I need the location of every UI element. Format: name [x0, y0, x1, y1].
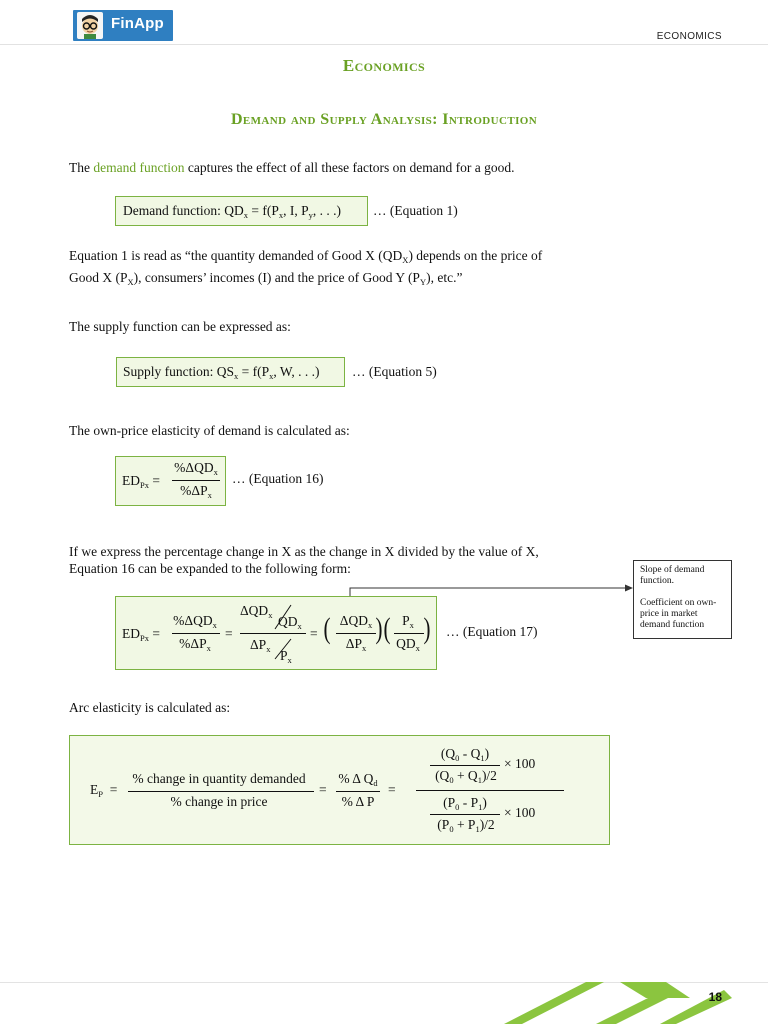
arc-sub: 0 [455, 753, 460, 763]
eq17-f3-num [334, 613, 378, 630]
arc-f2-den: % Δ P [341, 794, 375, 809]
arc-text: + P [453, 817, 476, 832]
arc-sub: 0 [449, 775, 454, 785]
arc-bot-times: × 100 [504, 805, 536, 820]
p2-text: Good X (P [69, 270, 128, 285]
eq16-denominator [172, 483, 220, 500]
p2-sub: X [402, 255, 409, 265]
eq1-sub: y [308, 210, 313, 220]
arc-sub: 1 [478, 802, 483, 812]
equation-17-label: … (Equation 17) [446, 624, 538, 639]
eq17-sub: x [361, 643, 367, 653]
eq17-f3-text: ΔP [345, 636, 362, 651]
arc-top-den [426, 768, 506, 785]
arc-text: (P [443, 795, 456, 810]
arc-sub: 1 [477, 775, 482, 785]
arc-text: )/2 [481, 768, 497, 783]
eq1-end: , . . .) [312, 203, 341, 218]
p2-text: ), etc.” [426, 270, 463, 285]
equation-1-label: … (Equation 1) [373, 203, 458, 218]
section-subtitle: Demand and Supply Analysis: Introduction [230, 111, 538, 128]
eq1-prefix: Demand function: QD [123, 203, 244, 218]
p2-text: ), consumers’ incomes (I) and the price of Good Y (P [133, 270, 420, 285]
footer-decoration [500, 980, 768, 1024]
p1-text-start: The [69, 160, 94, 175]
logo-face-icon [77, 12, 103, 39]
eq17-sub: x [212, 620, 217, 630]
p5-line-1: If we express the percentage change in X as the change in X divided by the value of X, [69, 544, 539, 559]
eq16-fraction-line [172, 480, 220, 481]
p2-sub: X [127, 277, 134, 287]
arc-bot-num [430, 795, 500, 812]
eq1-sub: x [243, 210, 248, 220]
annotation-coefficient-text: Coefficient on own-price in market demand function [640, 598, 717, 630]
page-title: Economics [342, 56, 426, 75]
p2-text: Equation 1 is read as “the quantity demanded of Good X (QD [69, 248, 403, 263]
equation-5-label: … (Equation 5) [352, 364, 437, 379]
paragraph-supply-function: The supply function can be expressed as: [69, 319, 291, 334]
eq17-f1-num [170, 613, 220, 630]
arc-elasticity-box [69, 735, 610, 845]
arc-text: )/2 [479, 817, 495, 832]
eq16-numerator [172, 460, 220, 477]
eq5-prefix: Supply function: QS [123, 364, 235, 379]
arc-sub: 1 [480, 753, 485, 763]
eq17-equals-2: = [225, 626, 233, 641]
arc-text: (Q [440, 746, 456, 761]
arc-sub: 0 [455, 802, 460, 812]
equation-17-box [115, 596, 437, 670]
eq17-sub: x [266, 644, 271, 654]
arc-equals-3: = [388, 782, 396, 797]
arc-bot-line [430, 814, 500, 815]
eq17-f2-text: ΔP [250, 637, 267, 652]
eq16-num-sub: x [213, 467, 218, 477]
arc-main-line [416, 790, 564, 791]
eq17-f1-den [170, 636, 220, 653]
eq17-f4-den [390, 636, 426, 653]
p2-line-1 [69, 247, 629, 269]
arc-top-times: × 100 [504, 756, 536, 771]
eq1-mid1: = f(P [247, 203, 279, 218]
paragraph-arc-elasticity: Arc elasticity is calculated as: [69, 700, 231, 715]
eq17-sub: x [268, 610, 273, 620]
eq17-f1-num-text: %ΔQD [173, 613, 213, 628]
arc-top-num [430, 746, 500, 763]
paragraph-equation-1-explanation [69, 247, 629, 291]
arc-f1-den: % change in price [170, 794, 268, 809]
equation-5-formula [123, 364, 320, 381]
eq16-lhs [122, 473, 160, 490]
arc-text: ) [482, 795, 487, 810]
eq17-f3-line [336, 633, 376, 634]
eq5-sub: x [269, 371, 274, 381]
eq5-sub: x [234, 371, 239, 381]
demand-function-term: demand function [93, 160, 185, 175]
arc-text: - P [459, 795, 479, 810]
eq17-f1-den-text: %ΔP [179, 636, 207, 651]
eq17-sub: x [415, 643, 420, 653]
eq17-equals-3: = [310, 626, 318, 641]
header-section-label: ECONOMICS [656, 31, 722, 42]
equation-5-box [116, 357, 345, 387]
arc-f1-num: % change in quantity demanded [132, 771, 306, 786]
eq17-sub: x [297, 621, 302, 631]
arc-f2-line [336, 791, 380, 792]
eq17-f2-text: QD [278, 614, 298, 629]
arc-sub: 0 [449, 824, 454, 834]
eq17-f3-den [334, 636, 378, 653]
arc-f2-num-text: % Δ Q [338, 771, 374, 786]
arc-equals: = [109, 782, 118, 797]
eq16-lhs-sub: Px [140, 480, 149, 490]
eq16-num-text: %ΔQD [174, 460, 214, 475]
p5-line-2: Equation 16 can be expanded to the following form: [69, 561, 351, 576]
eq17-f1-line [172, 633, 220, 634]
equation-1-formula [123, 203, 341, 220]
equation-1-box [115, 196, 368, 226]
eq17-paren-close-1: ) [375, 612, 383, 645]
eq5-mid: = f(P [238, 364, 270, 379]
eq17-sub: x [206, 643, 211, 653]
p2-sub: Y [419, 277, 427, 287]
arc-text: + Q [453, 768, 478, 783]
eq17-equals: = [152, 626, 160, 641]
arc-f1-line [128, 791, 314, 792]
eq17-f2-text: ΔQD [240, 603, 269, 618]
p2-text: ) depends on the price of [408, 248, 543, 263]
arc-lhs-text: E [90, 782, 99, 797]
arc-top-line [430, 765, 500, 766]
arc-equals-2: = [319, 782, 327, 797]
eq16-den-sub: x [207, 490, 212, 500]
eq16-equals: = [152, 473, 160, 488]
eq17-f4-line [394, 633, 424, 634]
eq5-end: , W, . . .) [273, 364, 320, 379]
eq17-f2-text: P [280, 648, 288, 663]
eq17-lhs [122, 626, 160, 643]
arc-text: ) [484, 746, 490, 761]
arc-lhs-sub: P [98, 789, 103, 799]
eq17-sub: x [409, 620, 414, 630]
eq17-f3-text: ΔQD [339, 613, 368, 628]
equation-16-box [115, 456, 226, 506]
eq17-sub: x [287, 655, 292, 665]
eq17-sub: x [367, 620, 373, 630]
arc-bot-den [426, 817, 506, 834]
arc-text: (P [437, 817, 450, 832]
header-divider [0, 44, 768, 45]
eq1-sub: x [278, 210, 284, 220]
finapp-logo [73, 10, 173, 41]
arc-sub: 1 [475, 824, 480, 834]
p2-line-2 [69, 269, 629, 291]
logo-text: FinApp [111, 15, 164, 32]
slope-annotation-box [633, 560, 732, 639]
arc-f2-num-sub: d [373, 778, 378, 788]
paragraph-demand-function [69, 159, 514, 176]
eq17-lhs-sub: Px [140, 633, 149, 643]
p1-text-end: captures the effect of all these factors on demand for a good. [184, 160, 515, 175]
arc-text: - Q [459, 746, 481, 761]
eq1-mid2: , I, P [283, 203, 309, 218]
equation-16-label: … (Equation 16) [232, 471, 324, 486]
eq17-lhs-text: ED [122, 626, 140, 641]
eq17-paren-open-1: ( [323, 612, 331, 645]
eq17-paren-close-2: ) [423, 612, 431, 645]
arc-lhs [90, 782, 117, 799]
eq17-f4-num [392, 613, 424, 630]
eq17-slash-lines [268, 601, 298, 661]
eq17-f4-text: P [402, 613, 410, 628]
eq16-den-text: %ΔP [180, 483, 208, 498]
annotation-slope-text: Slope of demand function. [640, 565, 705, 586]
eq17-f4-text: QD [396, 636, 416, 651]
eq16-lhs-text: ED [122, 473, 140, 488]
paragraph-own-price-elasticity: The own-price elasticity of demand is calculated as: [69, 423, 350, 438]
eq17-paren-open-2: ( [383, 612, 391, 645]
paragraph-expanded-form [69, 543, 539, 577]
page-number: 18 [708, 990, 722, 1004]
arc-text: (Q [435, 768, 450, 783]
arc-f2-num [334, 771, 382, 788]
